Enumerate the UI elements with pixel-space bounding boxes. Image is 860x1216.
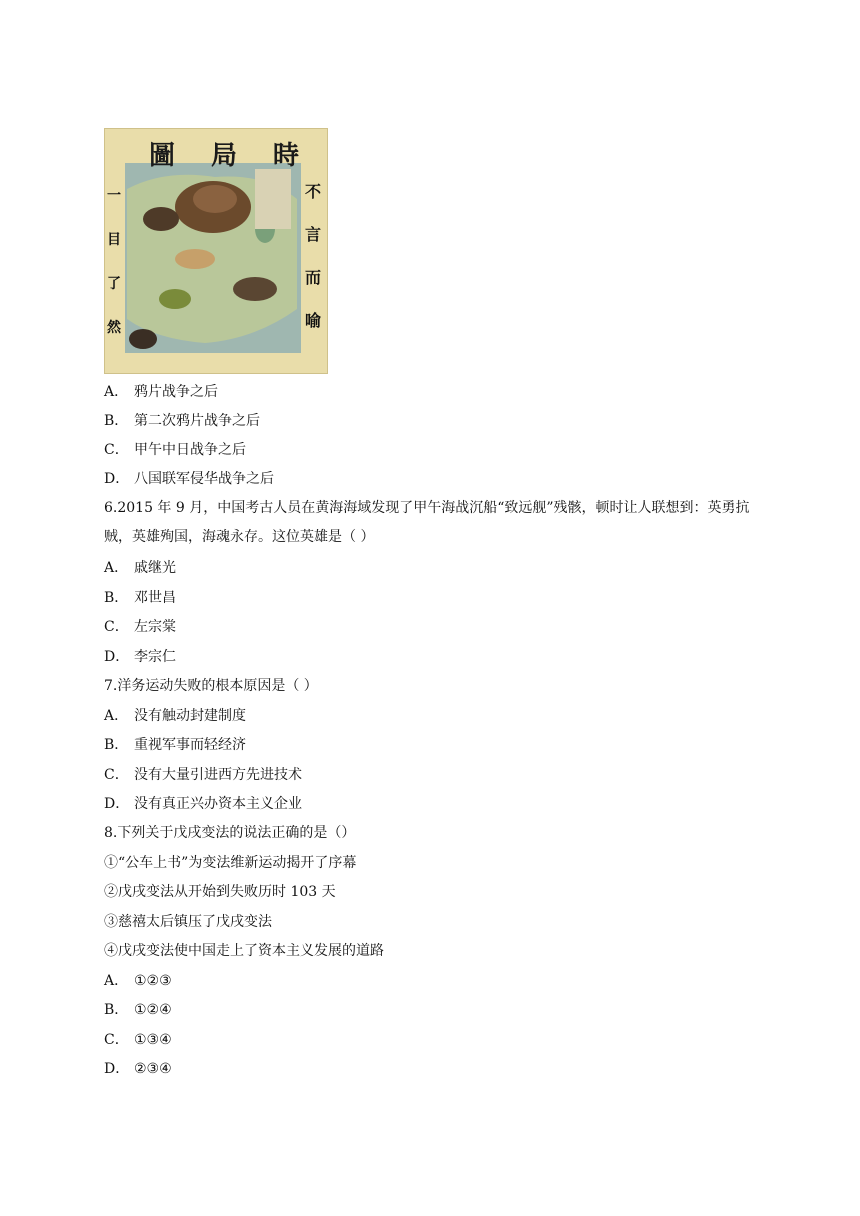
option-text: 李宗仁	[134, 649, 176, 665]
q5-option-d	[104, 469, 274, 489]
option-text: ①②④	[134, 1002, 172, 1018]
shiju-map-figure	[104, 128, 328, 374]
q8-statement: ①“公车上书”为变法维新运动揭开了序幕	[104, 855, 357, 871]
figure-right-char: 不	[305, 182, 322, 201]
figure-title-char: 時	[272, 141, 299, 171]
figure-left-char: 目	[107, 232, 121, 248]
option-text: 没有大量引进西方先进技术	[134, 767, 302, 783]
option-text: 八国联军侵华战争之后	[134, 471, 274, 487]
figure-right-char: 而	[305, 268, 322, 287]
option-letter: D．	[104, 796, 130, 812]
option-letter: A．	[104, 560, 129, 576]
figure-title-char: 局	[210, 141, 237, 171]
figure-right-char: 言	[305, 225, 322, 244]
option-letter: B．	[104, 590, 129, 606]
q8-statement: ③慈禧太后镇压了戊戌变法	[104, 914, 272, 930]
figure-left-char: 了	[107, 276, 121, 292]
q6-option-d	[104, 647, 176, 667]
q5-option-c	[104, 440, 246, 460]
q7-option-b	[104, 735, 246, 755]
option-text: 重视军事而轻经济	[134, 737, 246, 753]
figure-left-char: 然	[107, 320, 121, 336]
q7-option-c	[104, 765, 302, 785]
option-text: 左宗棠	[134, 619, 176, 635]
q8-option-a	[104, 971, 172, 991]
option-letter: B．	[104, 1002, 129, 1018]
option-text: 第二次鸦片战争之后	[134, 413, 260, 429]
option-text: ①③④	[134, 1032, 172, 1048]
q5-option-b	[104, 411, 260, 431]
q5-option-a	[104, 382, 218, 402]
option-text: ②③④	[134, 1061, 172, 1077]
option-letter: D．	[104, 1061, 130, 1077]
q8-stem: 8.下列关于戊戌变法的说法正确的是（）	[104, 825, 356, 841]
q8-option-b	[104, 1000, 172, 1020]
q6-option-c	[104, 617, 176, 637]
q6-option-a	[104, 558, 176, 578]
option-letter: C．	[104, 619, 129, 635]
q8-option-c	[104, 1030, 172, 1050]
q7-option-a	[104, 706, 246, 726]
option-letter: B．	[104, 737, 129, 753]
q7-stem: 7.洋务运动失败的根本原因是（ ）	[104, 678, 318, 694]
option-text: 没有触动封建制度	[134, 708, 246, 724]
option-text: 甲午中日战争之后	[134, 442, 246, 458]
option-letter: C．	[104, 442, 129, 458]
option-text: 没有真正兴办资本主义企业	[134, 796, 302, 812]
option-letter: A．	[104, 973, 129, 989]
option-letter: B．	[104, 413, 129, 429]
option-letter: A．	[104, 708, 129, 724]
option-letter: C．	[104, 767, 129, 783]
q8-statement: ④戊戌变法使中国走上了资本主义发展的道路	[104, 943, 384, 959]
option-text: 邓世昌	[134, 590, 176, 606]
q8-statement: ②戊戌变法从开始到失败历时 103 天	[104, 884, 336, 900]
option-text: ①②③	[134, 973, 172, 989]
figure-title-char: 圖	[149, 141, 176, 171]
figure-right-char: 喻	[305, 311, 322, 330]
q8-option-d	[104, 1059, 172, 1079]
q6-option-b	[104, 588, 176, 608]
option-letter: D．	[104, 649, 130, 665]
option-letter: A．	[104, 384, 129, 400]
option-text: 鸦片战争之后	[134, 384, 218, 400]
option-text: 戚继光	[134, 560, 176, 576]
figure-left-char: 一	[107, 188, 121, 204]
q6-stem: 6.2015 年 9 月，中国考古人员在黄海海域发现了甲午海战沉船“致远舰”残骸，顿时让人联想到：英勇抗贼，英雄殉国，海魂永存。这位英雄是（ ）	[104, 500, 750, 545]
q7-option-d	[104, 794, 302, 814]
option-letter: C．	[104, 1032, 129, 1048]
option-letter: D．	[104, 471, 130, 487]
